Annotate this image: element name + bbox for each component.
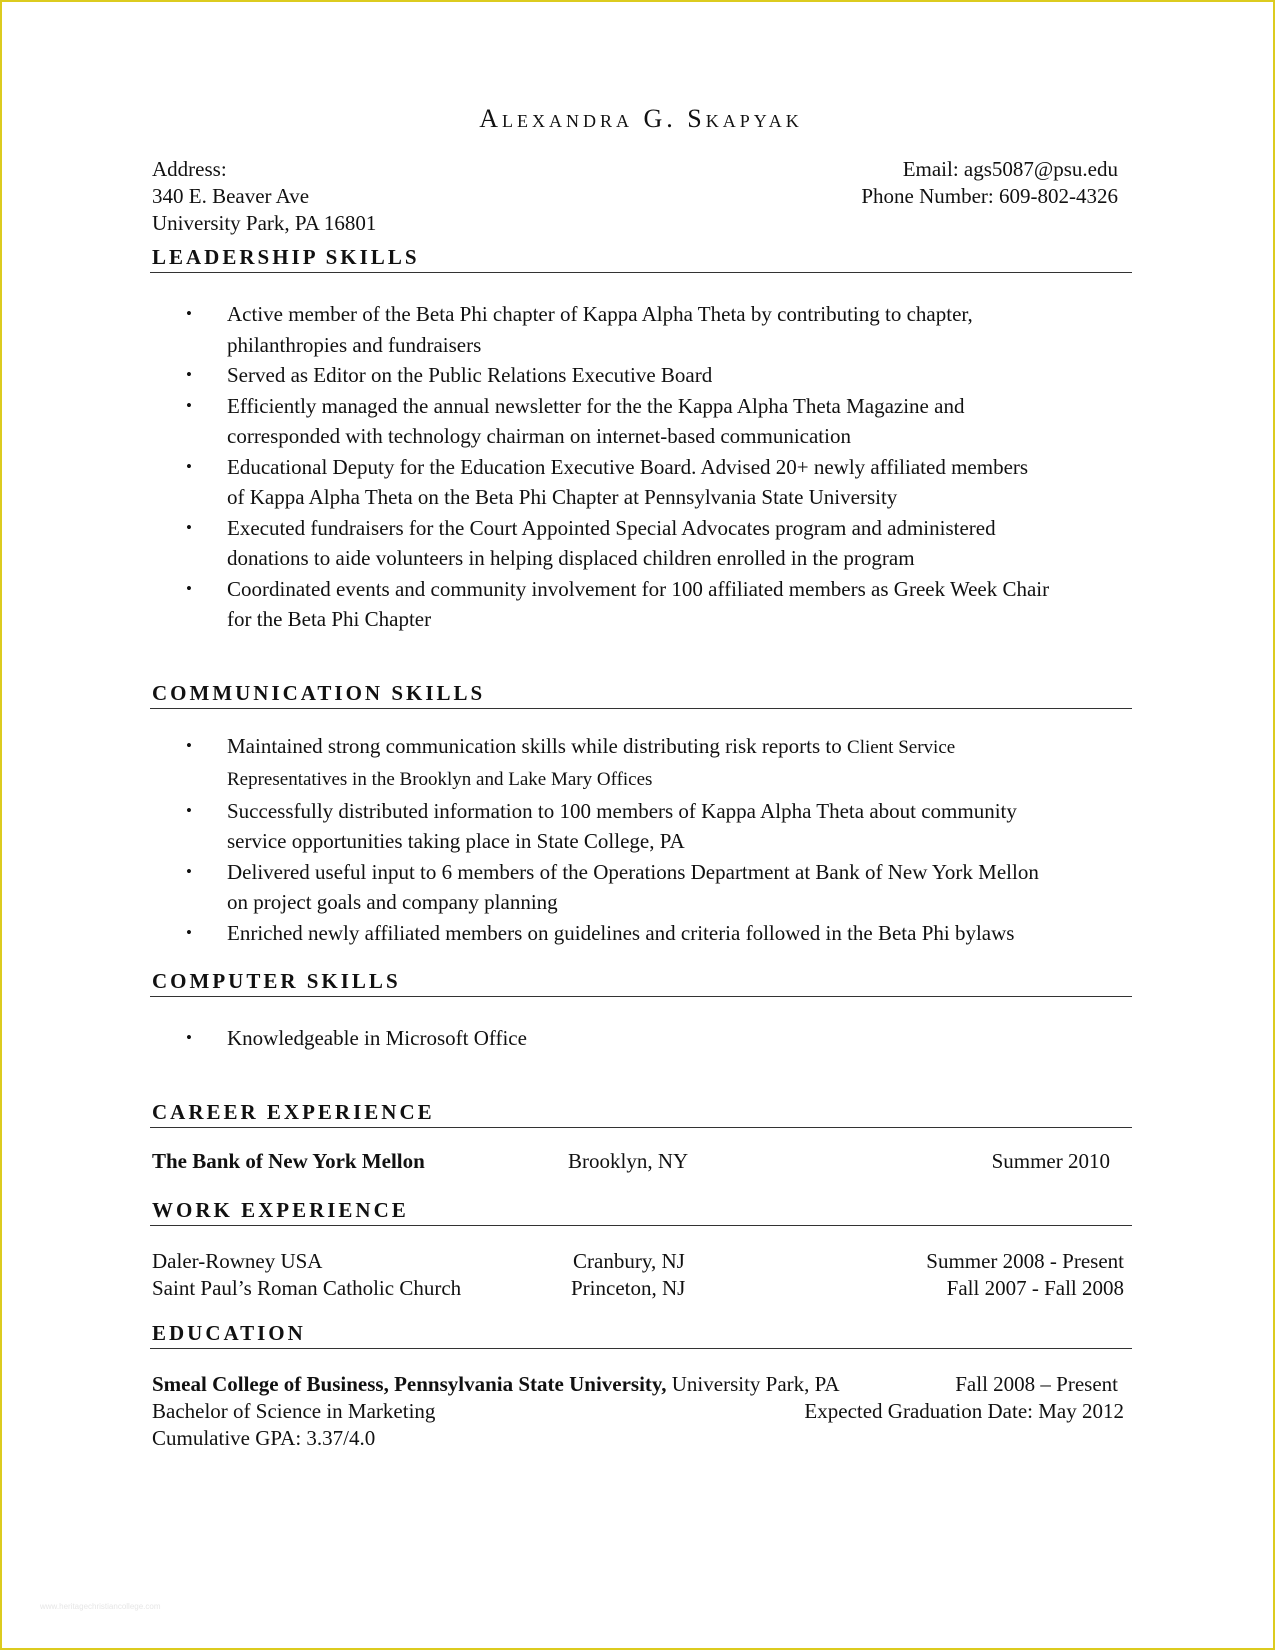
career-section-title: CAREER EXPERIENCE <box>150 1097 1132 1128</box>
list-item <box>150 391 1132 452</box>
bullet-text: Served as Editor on the Public Relations Executive Board <box>227 363 713 387</box>
bullet-icon: • <box>186 578 192 598</box>
education-gpa: Cumulative GPA: 3.37/4.0 <box>152 1425 376 1450</box>
work-section-title: WORK EXPERIENCE <box>150 1195 1132 1226</box>
career-employer: The Bank of New York Mellon <box>152 1148 425 1173</box>
bullet-icon: • <box>186 1028 192 1047</box>
bullet-icon: • <box>186 517 192 537</box>
education-gpa-row <box>150 1425 1132 1452</box>
bullet-icon: • <box>186 395 192 415</box>
work-employer: Saint Paul’s Roman Catholic Church <box>152 1275 462 1300</box>
education-graduation: Expected Graduation Date: May 2012 <box>804 1398 1124 1423</box>
list-item <box>150 796 1132 857</box>
list-item <box>150 574 1132 635</box>
email-text: Email: ags5087@psu.edu <box>902 157 1118 181</box>
bullet-icon: • <box>186 922 192 942</box>
career-dates: Summer 2010 <box>991 1148 1110 1173</box>
work-dates: Fall 2007 - Fall 2008 <box>946 1275 1124 1300</box>
bullet-text: Successfully distributed information to 100 members of Kappa Alpha Theta about community <box>227 798 1017 823</box>
communication-list <box>150 731 1132 796</box>
bullet-text: on project goals and company planning <box>227 890 558 914</box>
education-dates: Fall 2008 – Present <box>955 1371 1118 1396</box>
bullet-icon: • <box>186 304 192 323</box>
bullet-text: donations to aide volunteers in helping displaced children enrolled in the program <box>227 546 915 570</box>
bullet-text: philanthropies and fundraisers <box>227 332 482 357</box>
bullet-text: of Kappa Alpha Theta on the Beta Phi Chapter at Pennsylvania State University <box>227 485 898 509</box>
leadership-list <box>150 299 1132 635</box>
bullet-text: for the Beta Phi Chapter <box>227 607 432 631</box>
bullet-text: service opportunities taking place in State College, PA <box>227 829 685 853</box>
address-block <box>152 156 376 237</box>
bullet-icon: • <box>186 861 192 881</box>
bullet-icon: • <box>186 456 192 476</box>
computer-list <box>150 1023 1132 1054</box>
candidate-name: Alexandra G. Skapyak <box>479 104 803 133</box>
communication-section-title: COMMUNICATION SKILLS <box>150 678 1132 709</box>
list-item <box>150 452 1132 513</box>
education-section-title: EDUCATION <box>150 1318 1132 1349</box>
bullet-text: Coordinated events and community involvement for 100 affiliated members as Greek Week Chair <box>227 576 1050 601</box>
address-label: Address: <box>152 157 227 181</box>
career-location: Brooklyn, NY <box>568 1148 689 1173</box>
work-employer: Daler-Rowney USA <box>152 1248 323 1273</box>
work-rows <box>150 1248 1132 1302</box>
list-item <box>150 918 1132 949</box>
address-line-1: 340 E. Beaver Ave <box>152 184 310 208</box>
bullet-text: Executed fundraisers for the Court Appointed Special Advocates program and administered <box>227 515 996 540</box>
education-block <box>150 1371 1132 1452</box>
contact-block <box>150 156 1132 238</box>
bullet-text: Delivered useful input to 6 members of the Operations Department at Bank of New York Mellon <box>227 859 1039 884</box>
work-location: Princeton, NJ <box>571 1275 686 1300</box>
bullet-text: Enriched newly affiliated members on guidelines and criteria followed in the Beta Phi bylaws <box>227 920 1015 945</box>
bullet-text: Knowledgeable in Microsoft Office <box>227 1026 527 1050</box>
contact-info-block <box>861 156 1118 210</box>
bullet-text: Maintained strong communication skills while distributing risk reports to <box>227 733 848 758</box>
list-item <box>150 857 1132 918</box>
bullet-icon: • <box>186 800 192 820</box>
computer-section-title: COMPUTER SKILLS <box>150 966 1132 997</box>
watermark-text: www.heritagechristiancollege.com <box>40 1602 161 1611</box>
resume-content <box>150 102 1132 1452</box>
school-location: University Park, PA <box>666 1371 840 1396</box>
work-location: Cranbury, NJ <box>573 1248 685 1273</box>
work-dates: Summer 2008 - Present <box>926 1248 1124 1273</box>
list-item <box>150 299 1132 360</box>
education-school-row <box>150 1371 1132 1398</box>
bullet-text-small: Representatives in the Brooklyn and Lake Mary Offices <box>227 769 653 790</box>
career-row <box>150 1148 1132 1175</box>
list-item <box>150 731 1132 796</box>
phone-text: Phone Number: 609-802-4326 <box>861 184 1118 208</box>
bullet-text-small: Client Service <box>847 736 956 758</box>
address-line-2: University Park, PA 16801 <box>152 211 377 235</box>
school-name: Smeal College of Business, Pennsylvania State University, <box>152 1371 667 1396</box>
work-row <box>150 1248 1132 1275</box>
list-item <box>150 360 1132 391</box>
list-item <box>150 1023 1132 1054</box>
bullet-text: Educational Deputy for the Education Executive Board. Advised 20+ newly affiliated members <box>227 454 1029 479</box>
bullet-icon: • <box>186 365 192 384</box>
education-degree: Bachelor of Science in Marketing <box>152 1398 436 1423</box>
bullet-text: Efficiently managed the annual newsletter for the the Kappa Alpha Theta Magazine and <box>227 393 965 418</box>
communication-list-rest <box>150 796 1132 949</box>
bullet-text: corresponded with technology chairman on internet-based communication <box>227 424 851 448</box>
bullet-text: Active member of the Beta Phi chapter of Kappa Alpha Theta by contributing to chapter, <box>227 302 973 326</box>
list-item <box>150 513 1132 574</box>
bullet-icon: • <box>186 735 192 755</box>
leadership-section-title: LEADERSHIP SKILLS <box>150 242 1132 273</box>
education-degree-row <box>150 1398 1132 1425</box>
work-row <box>150 1275 1132 1302</box>
education-school <box>152 1371 840 1398</box>
